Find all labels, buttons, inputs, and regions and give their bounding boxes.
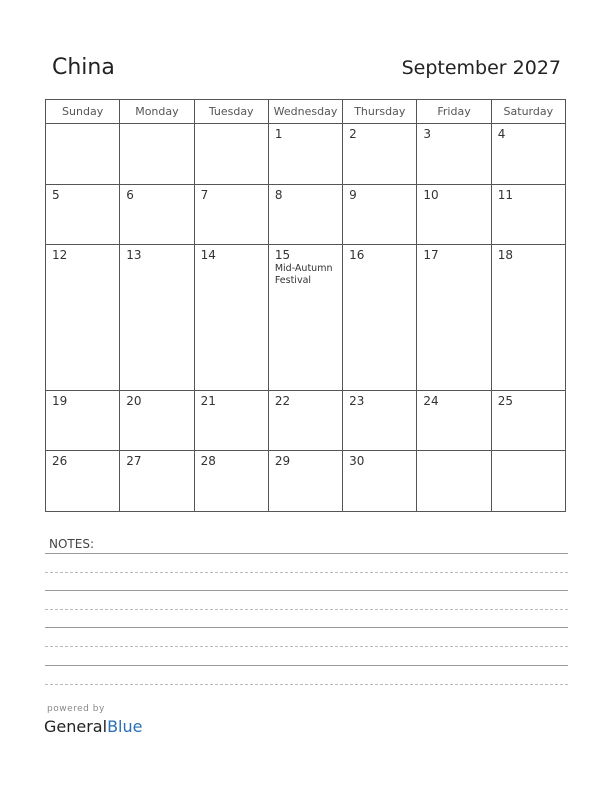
day-cell[interactable] <box>491 245 565 390</box>
day-cell[interactable] <box>46 184 120 245</box>
day-number: 5 <box>52 187 60 202</box>
day-cell[interactable] <box>46 451 120 512</box>
day-number: 6 <box>126 187 134 202</box>
day-number: 18 <box>497 248 513 263</box>
day-cell[interactable] <box>268 124 342 185</box>
week-row <box>46 390 566 451</box>
brand-blue: Blue <box>107 717 143 736</box>
week-row <box>46 124 566 185</box>
calendar-grid <box>45 99 566 512</box>
day-cell[interactable] <box>268 245 342 390</box>
country-title: China <box>52 55 115 80</box>
day-number: 7 <box>200 187 209 202</box>
day-cell[interactable] <box>46 390 120 451</box>
notes-line <box>45 590 568 591</box>
day-number: 23 <box>349 393 365 408</box>
day-number: 14 <box>200 248 216 263</box>
week-row <box>46 245 566 390</box>
day-number: 17 <box>423 248 439 263</box>
holiday-label: Mid-Autumn Festival <box>274 263 333 287</box>
day-cell[interactable] <box>268 390 342 451</box>
weekday-saturday: Saturday <box>491 100 565 124</box>
day-number: 29 <box>274 454 291 469</box>
day-cell[interactable] <box>491 124 565 185</box>
weekday-wednesday: Wednesday <box>268 100 342 124</box>
powered-by-text: powered by <box>47 704 105 714</box>
day-number: 9 <box>349 187 357 202</box>
notes-line <box>45 684 568 685</box>
day-cell[interactable] <box>417 451 491 512</box>
day-number: 11 <box>497 187 513 202</box>
day-cell[interactable] <box>120 245 194 390</box>
day-number: 26 <box>52 454 68 469</box>
day-number: 10 <box>423 187 439 202</box>
day-number: 8 <box>274 187 283 202</box>
day-number: 2 <box>349 127 357 141</box>
weekday-tuesday: Tuesday <box>194 100 268 124</box>
day-number: 19 <box>52 393 68 408</box>
day-cell[interactable] <box>491 451 565 512</box>
day-cell[interactable] <box>343 451 417 512</box>
day-cell[interactable] <box>46 245 120 390</box>
weekday-friday: Friday <box>417 100 491 124</box>
notes-line <box>45 609 568 610</box>
month-year-title: September 2027 <box>401 57 561 79</box>
day-number: 12 <box>52 248 68 263</box>
day-number: 24 <box>423 393 439 408</box>
weekday-header-row <box>46 100 566 124</box>
day-number: 20 <box>126 393 142 408</box>
weekday-monday: Monday <box>120 100 194 124</box>
day-cell[interactable] <box>120 451 194 512</box>
day-cell[interactable] <box>194 184 268 245</box>
weekday-sunday: Sunday <box>46 100 120 124</box>
day-cell[interactable] <box>194 390 268 451</box>
day-cell[interactable] <box>417 245 491 390</box>
day-number: 1 <box>274 127 283 141</box>
day-cell[interactable] <box>268 451 342 512</box>
day-cell[interactable] <box>194 245 268 390</box>
notes-line <box>45 665 568 666</box>
notes-line <box>45 646 568 647</box>
day-number: 30 <box>349 454 365 469</box>
day-number: 21 <box>200 393 216 408</box>
day-cell[interactable] <box>194 451 268 512</box>
day-cell[interactable] <box>417 390 491 451</box>
day-cell[interactable] <box>343 184 417 245</box>
day-cell[interactable] <box>120 184 194 245</box>
day-number: 3 <box>423 127 432 141</box>
day-number: 28 <box>200 454 216 469</box>
day-number: 22 <box>274 393 291 408</box>
day-number: 25 <box>497 393 513 408</box>
day-number: 4 <box>497 127 506 141</box>
day-number: 15 <box>274 248 291 263</box>
notes-line <box>45 572 568 573</box>
day-cell[interactable] <box>120 390 194 451</box>
day-cell[interactable] <box>491 390 565 451</box>
day-cell[interactable] <box>268 184 342 245</box>
day-cell[interactable] <box>343 245 417 390</box>
notes-line <box>45 627 568 628</box>
day-cell[interactable] <box>120 124 194 185</box>
day-number: 27 <box>126 454 142 469</box>
week-row <box>46 451 566 512</box>
day-cell[interactable] <box>343 124 417 185</box>
day-cell[interactable] <box>491 184 565 245</box>
day-cell[interactable] <box>417 124 491 185</box>
week-row <box>46 184 566 245</box>
day-cell[interactable] <box>46 124 120 185</box>
brand-general: General <box>44 717 108 736</box>
notes-label: NOTES: <box>49 537 94 551</box>
day-cell[interactable] <box>194 124 268 185</box>
day-cell[interactable] <box>417 184 491 245</box>
day-number: 13 <box>126 248 142 263</box>
day-cell[interactable] <box>343 390 417 451</box>
notes-line <box>45 553 568 554</box>
weekday-thursday: Thursday <box>343 100 417 124</box>
generalblue-logo[interactable] <box>44 717 142 736</box>
day-number: 16 <box>349 248 365 263</box>
